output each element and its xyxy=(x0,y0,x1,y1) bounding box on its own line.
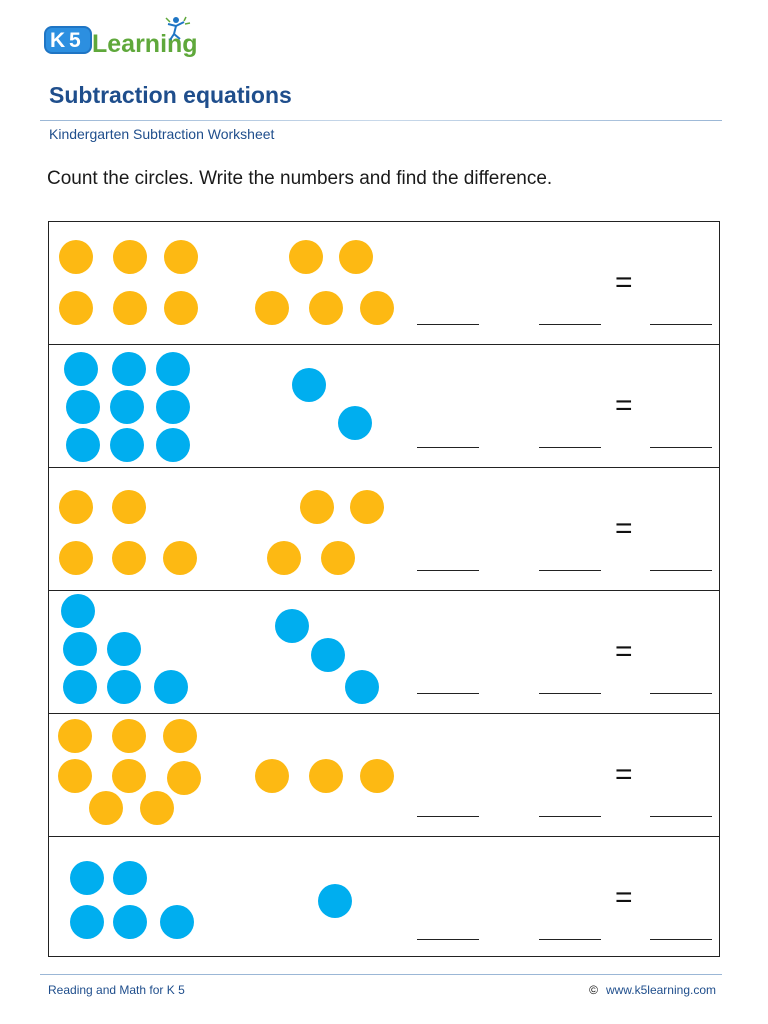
yellow-circle xyxy=(58,719,92,753)
k5-learning-logo xyxy=(44,14,214,60)
problems-table xyxy=(48,221,720,957)
instructions: Count the circles. Write the numbers and find the difference. xyxy=(47,168,553,189)
blue-circle xyxy=(275,609,309,643)
first-circle-group xyxy=(64,352,190,462)
blue-circle xyxy=(63,670,97,704)
blue-circle xyxy=(311,638,345,672)
equals-sign: = xyxy=(615,512,633,545)
first-circle-group xyxy=(70,861,194,939)
problem-row xyxy=(49,837,719,960)
blue-circle xyxy=(110,390,144,424)
problem-row xyxy=(49,222,719,345)
first-number-blank[interactable] xyxy=(417,816,479,817)
footer-divider xyxy=(40,974,722,975)
problem-row xyxy=(49,468,719,591)
blue-circle xyxy=(292,368,326,402)
yellow-circle xyxy=(300,490,334,524)
svg-text:Learning: Learning xyxy=(92,30,198,58)
copyright-symbol: © xyxy=(589,983,598,997)
first-number-blank[interactable] xyxy=(417,939,479,940)
blue-circle xyxy=(70,905,104,939)
blue-circle xyxy=(345,670,379,704)
yellow-circle xyxy=(113,240,147,274)
first-circle-group xyxy=(61,594,188,704)
second-number-blank[interactable] xyxy=(539,324,601,325)
blue-circle xyxy=(110,428,144,462)
yellow-circle xyxy=(309,291,343,325)
blue-circle xyxy=(156,428,190,462)
blue-circle xyxy=(70,861,104,895)
blue-circle xyxy=(66,428,100,462)
svg-text:5: 5 xyxy=(69,29,81,52)
yellow-circle xyxy=(58,759,92,793)
blue-circle xyxy=(156,352,190,386)
svg-text:K: K xyxy=(50,29,66,52)
website-url: www.k5learning.com xyxy=(605,983,716,997)
yellow-circle xyxy=(89,791,123,825)
difference-blank[interactable] xyxy=(650,570,712,571)
first-number-blank[interactable] xyxy=(417,324,479,325)
problem-row xyxy=(49,714,719,837)
blue-circle xyxy=(154,670,188,704)
blue-circle xyxy=(156,390,190,424)
first-number-blank[interactable] xyxy=(417,447,479,448)
yellow-circle xyxy=(140,791,174,825)
problem-row xyxy=(49,345,719,468)
yellow-circle xyxy=(339,240,373,274)
blue-circle xyxy=(112,352,146,386)
blue-circle xyxy=(160,905,194,939)
first-circle-group xyxy=(59,240,198,325)
yellow-circle xyxy=(163,541,197,575)
yellow-circle xyxy=(112,490,146,524)
blue-circle xyxy=(107,670,141,704)
yellow-circle xyxy=(167,761,201,795)
yellow-circle xyxy=(321,541,355,575)
yellow-circle xyxy=(360,291,394,325)
second-circle-group xyxy=(275,609,379,704)
first-number-blank[interactable] xyxy=(417,570,479,571)
blue-circle xyxy=(113,905,147,939)
problem-row xyxy=(49,591,719,714)
first-circle-group xyxy=(59,490,197,575)
yellow-circle xyxy=(350,490,384,524)
yellow-circle xyxy=(164,240,198,274)
blue-circle xyxy=(318,884,352,918)
second-circle-group xyxy=(292,368,372,440)
blue-circle xyxy=(107,632,141,666)
yellow-circle xyxy=(113,291,147,325)
equals-sign: = xyxy=(615,389,633,422)
yellow-circle xyxy=(255,291,289,325)
header-divider xyxy=(40,120,722,121)
equals-sign: = xyxy=(615,266,633,299)
first-number-blank[interactable] xyxy=(417,693,479,694)
yellow-circle xyxy=(112,759,146,793)
second-number-blank[interactable] xyxy=(539,693,601,694)
footer-website xyxy=(589,983,716,997)
second-circle-group xyxy=(267,490,384,575)
first-circle-group xyxy=(58,719,201,825)
second-circle-group xyxy=(255,759,394,793)
yellow-circle xyxy=(59,541,93,575)
blue-circle xyxy=(338,406,372,440)
yellow-circle xyxy=(59,291,93,325)
yellow-circle xyxy=(164,291,198,325)
worksheet-subtitle: Kindergarten Subtraction Worksheet xyxy=(49,126,275,142)
equals-sign: = xyxy=(615,635,633,668)
yellow-circle xyxy=(163,719,197,753)
blue-circle xyxy=(113,861,147,895)
yellow-circle xyxy=(59,240,93,274)
second-circle-group xyxy=(255,240,394,325)
second-number-blank[interactable] xyxy=(539,816,601,817)
difference-blank[interactable] xyxy=(650,939,712,940)
yellow-circle xyxy=(112,719,146,753)
blue-circle xyxy=(66,390,100,424)
yellow-circle xyxy=(360,759,394,793)
yellow-circle xyxy=(289,240,323,274)
difference-blank[interactable] xyxy=(650,816,712,817)
page-title: Subtraction equations xyxy=(49,82,292,108)
blue-circle xyxy=(63,632,97,666)
yellow-circle xyxy=(112,541,146,575)
equals-sign: = xyxy=(615,881,633,914)
second-number-blank[interactable] xyxy=(539,447,601,448)
blue-circle xyxy=(64,352,98,386)
second-number-blank[interactable] xyxy=(539,939,601,940)
equals-sign: = xyxy=(615,758,633,791)
yellow-circle xyxy=(255,759,289,793)
difference-blank[interactable] xyxy=(650,324,712,325)
footer-tagline: Reading and Math for K 5 xyxy=(48,983,185,997)
second-number-blank[interactable] xyxy=(539,570,601,571)
blue-circle xyxy=(61,594,95,628)
yellow-circle xyxy=(267,541,301,575)
difference-blank[interactable] xyxy=(650,693,712,694)
yellow-circle xyxy=(309,759,343,793)
yellow-circle xyxy=(59,490,93,524)
difference-blank[interactable] xyxy=(650,447,712,448)
second-circle-group xyxy=(318,884,352,918)
